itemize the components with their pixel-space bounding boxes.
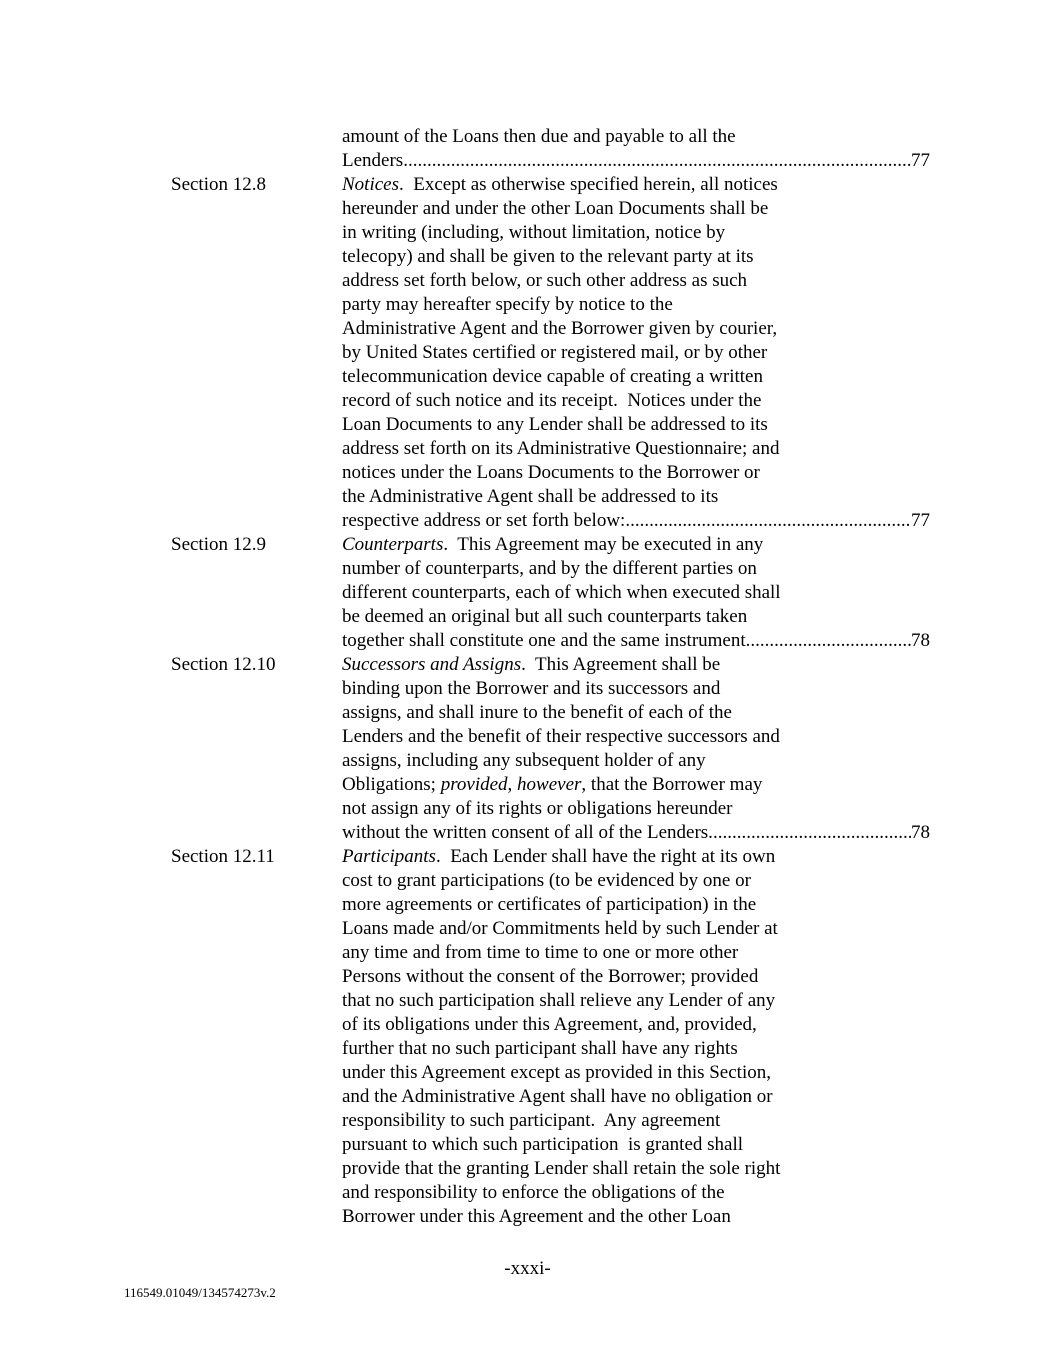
toc-entry-text-line: in writing (including, without limitation, notice by	[342, 222, 726, 243]
toc-entry-text-line: responsibility to such participant. Any agreement	[342, 1110, 721, 1131]
toc-entry-text-line: further that no such participant shall have any rights	[342, 1038, 738, 1059]
section-heading: Notices	[342, 174, 399, 195]
section-number: Section 12.8	[171, 174, 266, 195]
toc-entry-text-line: and the Administrative Agent shall have no obligation or	[342, 1086, 773, 1107]
section-text: . This Agreement may be executed in any	[443, 534, 764, 555]
toc-entry-text-line: different counterparts, each of which when executed shall	[342, 582, 781, 603]
section-number: Section 12.9	[171, 534, 266, 555]
toc-entry-text-line: number of counterparts, and by the different parties on	[342, 558, 757, 579]
toc-entry-text-line: under this Agreement except as provided in this Section,	[342, 1062, 771, 1083]
toc-entry-text-line: Borrower under this Agreement and the other Loan	[342, 1206, 731, 1227]
toc-entry-text-line: address set forth on its Administrative Questionnaire; and	[342, 438, 780, 459]
toc-entry-text-line: notices under the Loans Documents to the Borrower or	[342, 462, 760, 483]
toc-entry-text-line: Loan Documents to any Lender shall be addressed to its	[342, 414, 768, 435]
proviso-text: ,	[507, 774, 518, 795]
toc-entry-text-line: pursuant to which such participation is granted shall	[342, 1134, 744, 1155]
toc-page-number: 78	[911, 822, 930, 843]
toc-entry-text-line: amount of the Loans then due and payable to all the	[342, 126, 736, 147]
toc-entry-text-line: Lenders and the benefit of their respective successors and	[342, 726, 780, 747]
toc-entry-text-line: hereunder and under the other Loan Documents shall be	[342, 198, 769, 219]
toc-entry-text-line: not assign any of its rights or obligations hereunder	[342, 798, 733, 819]
toc-entry-text-line: without the written consent of all of the Lenders.	[342, 822, 713, 843]
section-text: . Each Lender shall have the right at its own	[435, 846, 776, 867]
toc-entry-leader-line	[342, 629, 930, 653]
toc-entry-text-line: that no such participation shall relieve any Lender of any	[342, 990, 776, 1011]
toc-entry-text-line: address set forth below, or such other address as such	[342, 270, 748, 291]
dot-leader	[408, 149, 911, 173]
toc-page-number: 77	[911, 150, 930, 171]
section-heading: Successors and Assigns	[342, 654, 522, 675]
toc-entry-leader-line	[342, 149, 930, 173]
toc-entry-text-line	[342, 773, 762, 797]
toc-entry-text-line	[342, 845, 775, 869]
section-text: . This Agreement shall be	[521, 654, 721, 675]
toc-entry-text-line: Administrative Agent and the Borrower given by courier,	[342, 318, 778, 339]
toc-entry-text-line: Loans made and/or Commitments held by such Lender at	[342, 918, 778, 939]
toc-entry-text-line: telecopy) and shall be given to the relevant party at its	[342, 246, 754, 267]
toc-entry-text-line	[342, 653, 720, 677]
section-text: . Except as otherwise specified herein, all notices	[399, 174, 778, 195]
dot-leader	[625, 509, 911, 533]
toc-entry-text-line: provide that the granting Lender shall retain the sole right	[342, 1158, 781, 1179]
dot-leader	[750, 629, 911, 653]
toc-entry-text-line: more agreements or certificates of participation) in the	[342, 894, 757, 915]
proviso-italic: however	[517, 774, 582, 795]
proviso-text: , that the Borrower may	[581, 774, 763, 795]
toc-entry-text-line	[342, 173, 778, 197]
dot-leader	[713, 821, 911, 845]
section-number: Section 12.10	[171, 654, 276, 675]
toc-entry-text-line: respective address or set forth below:	[342, 510, 626, 531]
toc-entry-text-line: and responsibility to enforce the obligations of the	[342, 1182, 725, 1203]
toc-entry-text-line	[342, 533, 763, 557]
toc-entry-text-line: by United States certified or registered mail, or by other	[342, 342, 768, 363]
proviso-text: Obligations;	[342, 774, 441, 795]
toc-entry-leader-line	[342, 509, 930, 533]
toc-entry-text-line: together shall constitute one and the same instrument.	[342, 630, 751, 651]
toc-entry-text-line: binding upon the Borrower and its successors and	[342, 678, 721, 699]
toc-entry-text-line: the Administrative Agent shall be addressed to its	[342, 486, 719, 507]
toc-entry-text-line: assigns, and shall inure to the benefit of each of the	[342, 702, 732, 723]
toc-entry-text-line: telecommunication device capable of creating a written	[342, 366, 763, 387]
section-number: Section 12.11	[171, 846, 275, 867]
toc-entry-text-line: be deemed an original but all such counterparts taken	[342, 606, 748, 627]
toc-page-number: 77	[911, 510, 930, 531]
toc-entry-text-line: any time and from time to time to one or more other	[342, 942, 739, 963]
toc-entry-text-line: Persons without the consent of the Borrower; provided	[342, 966, 759, 987]
toc-entry-text-line: record of such notice and its receipt. Notices under the	[342, 390, 762, 411]
document-id: 116549.01049/134574273v.2	[124, 1285, 276, 1300]
page-number: -xxxi-	[504, 1258, 551, 1279]
proviso-italic: provided	[440, 774, 508, 795]
toc-entry-leader-line	[342, 821, 930, 845]
toc-entry-text-line: party may hereafter specify by notice to the	[342, 294, 673, 315]
section-heading: Participants	[342, 846, 436, 867]
section-heading: Counterparts	[342, 534, 444, 555]
toc-entry-text-line: cost to grant participations (to be evidenced by one or	[342, 870, 751, 891]
toc-entry-text-line: of its obligations under this Agreement, and, provided,	[342, 1014, 757, 1035]
toc-entry-text-line: Lenders.	[342, 150, 408, 171]
toc-entry-text-line: assigns, including any subsequent holder of any	[342, 750, 706, 771]
toc-page-number: 78	[911, 630, 930, 651]
